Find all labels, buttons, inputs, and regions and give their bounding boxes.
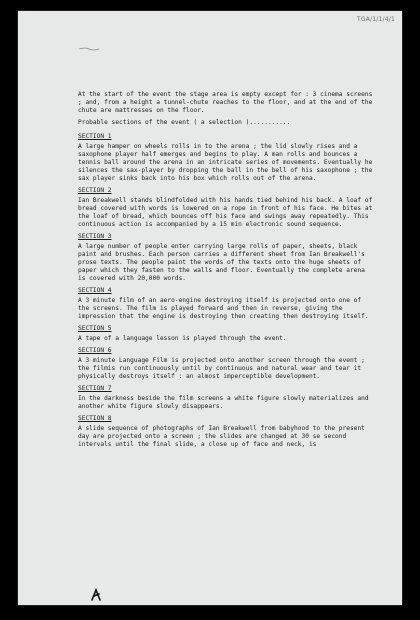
document-body xyxy=(78,91,374,453)
section-text: Ian Breakwell stands blindfolded with his hands tied behind his back. A loaf of bread covered with words is lowered on a rope in front of his face. He bites at the loaf of bread, which bounces off his face and swings away repeatedly. This continuous action is accompanied by a 15 min electronic sound sequence. xyxy=(78,197,373,228)
section-title: SECTION 3 xyxy=(78,233,112,240)
section-title: SECTION 4 xyxy=(78,287,112,294)
section-text: A 3 minute Language Film is projected onto another screen through the event ; the filmis run continuously until by continuous and natural wear and tear it physically destroys itself : an almost imperceptible development. xyxy=(78,357,365,380)
section-title: SECTION 7 xyxy=(78,385,112,392)
section-text: A 3 minute film of an aero-engine destroying itself is projected onto one of the screens. The film is played forward and then in reverse, giving the impression that the engine is destroying then creating then destroying itself. xyxy=(78,297,369,320)
section-3 xyxy=(78,233,374,283)
section-text: A large number of people enter carrying large rolls of paper, sheets, black paint and brushes. Each person carries a different sheet from Ian Breakwell's prose texts. The people paint the words of the texts onto the huge sheets of paper which they fasten to the walls and floor. Eventually the complete arena is covered with 20,000 words. xyxy=(78,243,365,282)
section-title: SECTION 8 xyxy=(78,415,112,422)
section-title: SECTION 5 xyxy=(78,325,112,332)
document-page xyxy=(17,10,403,606)
section-text: In the darkness beside the film screens a white figure slowly materializes and another white figure slowly disappears. xyxy=(78,395,369,410)
section-2 xyxy=(78,187,374,229)
section-4 xyxy=(78,287,374,321)
ink-mark xyxy=(90,588,102,602)
ink-smudge xyxy=(77,46,107,52)
section-text: A slide sequence of photographs of Ian Breakwell from babyhood to the present day are projected onto a screen ; the slides are changed at 30 se second intervals until the final slide, a close up of face and neck, is xyxy=(78,425,365,448)
section-1 xyxy=(78,133,374,183)
section-title: SECTION 2 xyxy=(78,187,112,194)
intro-paragraph: At the start of the event the stage area is empty except for : 3 cinema screens ; and, from a height a tunnel-chute reaches to the floor, and at the end of the chute are mattresses on the floor. xyxy=(78,91,373,114)
section-8 xyxy=(78,415,374,449)
section-7 xyxy=(78,385,374,411)
section-title: SECTION 6 xyxy=(78,347,112,354)
section-6 xyxy=(78,347,374,381)
section-5 xyxy=(78,325,374,343)
archive-reference: TGA/1/1/4/1 xyxy=(357,16,395,23)
section-text: A large hamper on wheels rolls in to the arena ; the lid slowly rises and a saxophone player half emerges and begins to play. A man rolls and bounces a tennis ball around the arena in an intricate series of movements. Eventually he silences the sax-player by dropping the ball in the bell of his saxophone ; the sax player sinks back into his box which rolls out of the arena. xyxy=(78,143,373,182)
section-title: SECTION 1 xyxy=(78,133,112,140)
section-text: A tape of a language lesson is played through the event. xyxy=(78,335,287,342)
probable-sections-heading: Probable sections of the event ( a selection )........... xyxy=(78,119,291,126)
